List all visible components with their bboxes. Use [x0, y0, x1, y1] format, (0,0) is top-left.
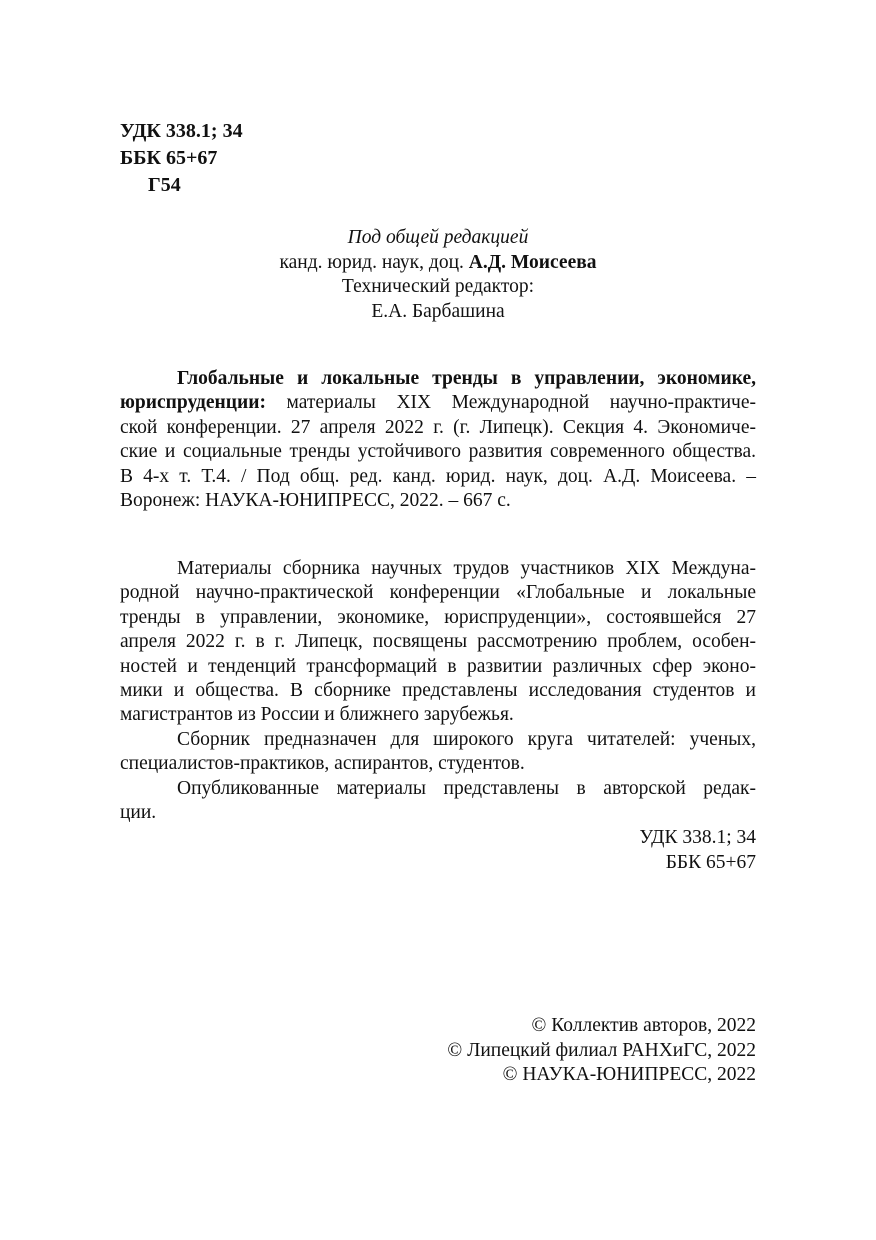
general-editor-label: Под общей редакцией — [347, 227, 529, 248]
footer-bbk-code: ББК 65+67 — [665, 851, 756, 873]
copyright-branch: © Липецкий филиал РАНХиГС, 2022 — [447, 1039, 756, 1061]
abstract-line: магистрантов из России и ближнего зарубежья. — [120, 704, 514, 726]
abstract — [120, 557, 756, 825]
abstract-line: Опубликованные материалы представлены в авторской редак- — [177, 777, 756, 799]
bib-line4: ские и социальные тренды устойчивого развития современного общества. — [120, 441, 756, 463]
general-editor-name: А.Д. Моисеева — [468, 251, 597, 273]
classification-codes — [120, 118, 243, 199]
abstract-line: мики и общества. В сборнике представлены исследования студентов и — [120, 680, 756, 702]
author-mark: Г54 — [148, 174, 181, 196]
bibliographic-description — [120, 367, 756, 513]
abstract-paragraph-3 — [120, 777, 756, 826]
book-title-line2-rest: материалы XIX Международной научно-практиче- — [265, 392, 756, 414]
book-title-line2-bold: юриспруденции: — [120, 392, 266, 414]
bib-line6: Воронеж: НАУКА-ЮНИПРЕСС, 2022. – 667 с. — [120, 490, 511, 512]
general-editor-line — [120, 251, 756, 276]
abstract-paragraph-2 — [120, 728, 756, 777]
abstract-line: Сборник предназначен для широкого круга читателей: ученых, — [177, 728, 756, 750]
udk-code: УДК 338.1; 34 — [120, 120, 243, 142]
bbk-code: ББК 65+67 — [120, 147, 218, 169]
bib-line3: ской конференции. 27 апреля 2022 г. (г. Липецк). Секция 4. Экономиче- — [120, 416, 756, 438]
abstract-line: специалистов-практиков, аспирантов, студентов. — [120, 753, 525, 775]
book-title-line2 — [120, 391, 756, 415]
abstract-line: апреля 2022 г. в г. Липецк, посвящены рассмотрению проблем, особен- — [120, 631, 756, 653]
copyright-publisher: © НАУКА-ЮНИПРЕСС, 2022 — [502, 1064, 756, 1085]
general-editor-credentials: канд. юрид. наук, доц. — [279, 251, 469, 273]
footer-udk-code: УДК 338.1; 34 — [639, 827, 756, 848]
copyright-authors: © Коллектив авторов, 2022 — [531, 1015, 756, 1036]
footer-classification-codes — [639, 826, 756, 875]
book-title-line1: Глобальные и локальные тренды в управлении, экономике, — [177, 368, 756, 389]
bib-line5: В 4-х т. Т.4. / Под общ. ред. канд. юрид. наук, доц. А.Д. Моисеева. – — [120, 465, 756, 487]
copyright-notices — [447, 1014, 756, 1088]
editors-block — [120, 226, 756, 324]
technical-editor-label: Технический редактор: — [341, 276, 535, 297]
abstract-line: родной научно-практической конференции «Глобальные и локальные — [120, 582, 756, 604]
abstract-line: тренды в управлении, экономике, юриспруденции», состоявшейся 27 — [120, 606, 756, 628]
abstract-line: Материалы сборника научных трудов участников XIX Междуна- — [177, 558, 756, 579]
abstract-line: ции. — [120, 802, 157, 824]
abstract-paragraph-1 — [120, 557, 756, 728]
abstract-line: ностей и тенденций трансформаций в развитии различных сфер эконо- — [120, 655, 756, 677]
technical-editor-name: Е.А. Барбашина — [371, 300, 505, 322]
